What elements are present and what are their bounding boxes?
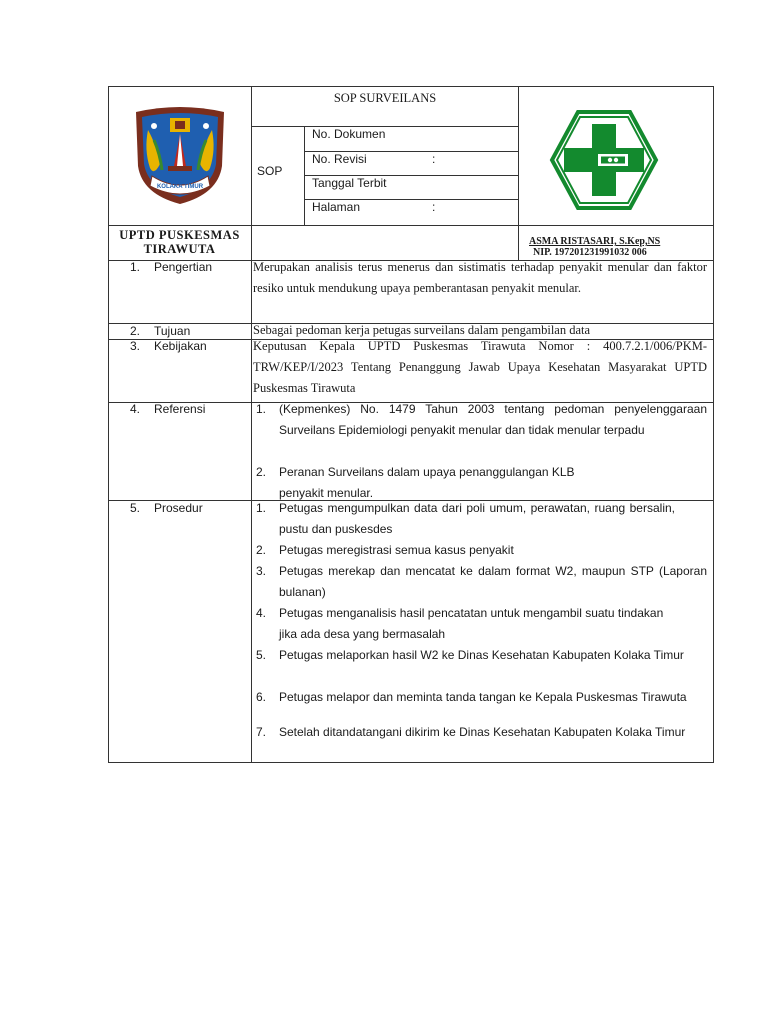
field-halaman: Halaman: [312, 200, 361, 214]
list-item: Peranan Surveilans dalam upaya penanggulangan KLB penyakit menular.: [279, 465, 575, 500]
list-item-number: 6.: [256, 690, 267, 704]
org-name-line1: UPTD PUSKESMAS: [119, 228, 240, 242]
field-separator: :: [432, 152, 436, 166]
table-border-right: [713, 86, 714, 763]
section-number: 4.: [130, 402, 141, 416]
page-title: SOP SURVEILANS: [333, 91, 437, 105]
list-item: Petugas melaporkan hasil W2 ke Dinas Kesehatan Kabupaten Kolaka Timur: [279, 648, 684, 662]
table-border-left: [108, 86, 109, 763]
table-border-top: [108, 86, 714, 87]
org-name-line2: TIRAWUTA: [143, 242, 216, 256]
section-number: 1.: [130, 260, 141, 274]
field-no-revisi: No. Revisi: [312, 152, 367, 166]
section-label-tujuan: Tujuan: [154, 324, 191, 338]
signer-nip: NIP. 197201231991032 006: [533, 247, 647, 258]
section-label-pengertian: Pengertian: [154, 260, 213, 274]
list-item-number: 1.: [256, 501, 267, 515]
list-item-number: 1.: [256, 402, 267, 416]
field-no-dokumen: No. Dokumen: [312, 127, 386, 141]
section-number: 2.: [130, 324, 141, 338]
kolaka-timur-emblem-icon: [130, 104, 230, 208]
list-item: Petugas menganalisis hasil pencatatan untuk mengambil suatu tindakan jika ada desa yang bermasalah: [279, 606, 664, 641]
divider: [518, 86, 519, 261]
list-item-number: 2.: [256, 465, 267, 479]
divider: [304, 126, 305, 226]
list-item-number: 2.: [256, 543, 267, 557]
section-number: 5.: [130, 501, 141, 515]
svg-text:KOLAKA TIMUR: KOLAKA TIMUR: [156, 184, 204, 190]
list-item: Petugas melapor dan meminta tanda tangan ke Kepala Puskesmas Tirawuta: [279, 690, 687, 704]
field-separator: :: [432, 200, 436, 214]
section-label-kebijakan: Kebijakan: [154, 339, 207, 353]
section-text-pengertian: Merupakan analisis terus menerus dan sistimatis terhadap penyakit menular dan faktor resiko untuk mendukung upaya pemberantasan penyakit menular.: [253, 260, 707, 295]
section-label-prosedur: Prosedur: [154, 501, 203, 515]
list-item: Petugas mengumpulkan data dari poli umum, perawatan, ruang bersalin, pustu dan puskesdes: [279, 501, 675, 536]
section-label-referensi: Referensi: [154, 402, 206, 416]
field-tanggal-terbit: Tanggal Terbit: [312, 176, 387, 190]
list-item: Petugas meregistrasi semua kasus penyakit: [279, 543, 514, 557]
puskesmas-cross-icon: [548, 110, 660, 210]
list-item-number: 3.: [256, 564, 267, 578]
table-border-bottom: [108, 762, 714, 763]
list-item-number: 4.: [256, 606, 267, 620]
sop-label: SOP: [257, 164, 283, 178]
section-text-kebijakan: Keputusan Kepala UPTD Puskesmas Tirawuta Nomor : 400.7.2.1/006/PKM-TRW/KEP/I/2023 Tentang Penanggung Jawab Upaya Kesehatan Masyarakat UPTD Puskesmas Tirawuta: [253, 339, 707, 395]
divider: [251, 86, 252, 763]
list-item: Setelah ditandatangani dikirim ke Dinas Kesehatan Kabupaten Kolaka Timur: [279, 725, 686, 739]
list-item: (Kepmenkes) No. 1479 Tahun 2003 tentang pedoman penyelenggaraan Surveilans Epidemiologi penyakit menular dan tidak menular terpadu: [279, 402, 707, 437]
section-text-tujuan: Sebagai pedoman kerja petugas surveilans dalam pengambilan data: [253, 323, 591, 337]
signer-name: ASMA RISTASARI, S.Kep,NS: [529, 236, 661, 247]
section-number: 3.: [130, 339, 141, 353]
list-item-number: 7.: [256, 725, 267, 739]
list-item-number: 5.: [256, 648, 267, 662]
list-item: Petugas merekap dan mencatat ke dalam format W2, maupun STP (Laporan bulanan): [279, 564, 707, 599]
